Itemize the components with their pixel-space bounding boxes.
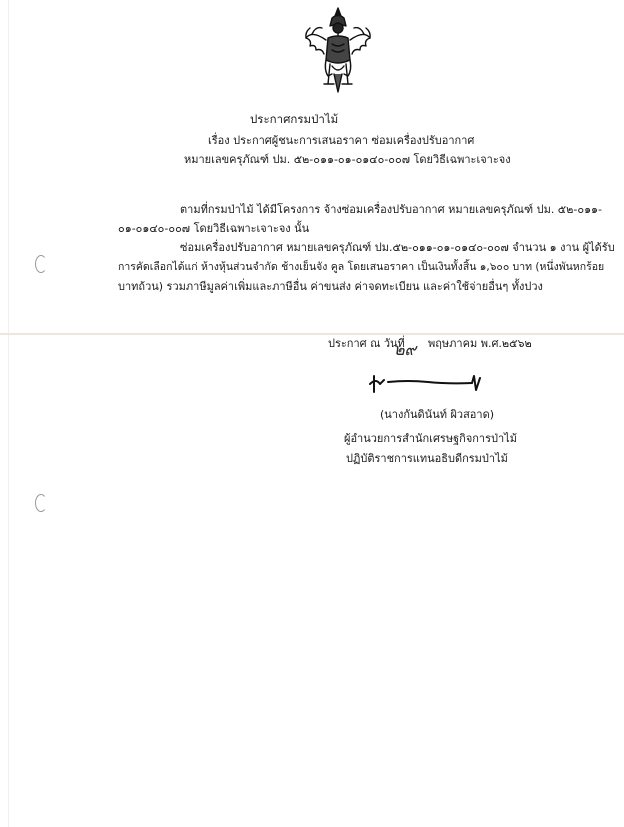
subject-line: เรื่อง ประกาศผู้ชนะการเสนอราคา ซ่อมเครื่องปรับอากาศ — [208, 134, 475, 147]
body-paragraph-2-line-3: บาทถ้วน) รวมภาษีมูลค่าเพิ่มและภาษีอื่น ค่าขนส่ง ค่าจดทะเบียน และค่าใช้จ่ายอื่นๆ ทั้งปวง — [118, 280, 543, 293]
handwritten-signature — [368, 372, 488, 396]
scan-edge — [8, 0, 9, 827]
signatory-position-line-1: ผู้อำนวยการสำนักเศรษฐกิจการป่าไม้ — [344, 432, 517, 445]
agency-title: ประกาศกรมป่าไม้ — [250, 112, 339, 126]
body-paragraph-1-line-1: ตามที่กรมป่าไม้ ได้มีโครงการ จ้างซ่อมเครื่องปรับอากาศ หมายเลขครุภัณฑ์ ปม. ๕๒-๐๑๑- — [180, 203, 603, 216]
date-month-year: พฤษภาคม พ.ศ.๒๕๖๒ — [428, 337, 532, 350]
date-prefix: ประกาศ ณ วันที่ — [328, 337, 405, 350]
scan-fold-line — [0, 333, 624, 335]
asset-number-line: หมายเลขครุภัณฑ์ ปม. ๕๒-๐๑๑-๐๑-๐๑๔๐-๐๐๗ โดยวิธีเฉพาะเจาะจง — [184, 153, 511, 166]
body-paragraph-1-line-2: ๐๑-๐๑๔๐-๐๐๗ โดยวิธีเฉพาะเจาะจง นั้น — [118, 222, 310, 235]
date-day: ๒๙ — [394, 340, 417, 359]
punch-hole-mark — [35, 255, 47, 273]
body-paragraph-2-line-1: ซ่อมเครื่องปรับอากาศ หมายเลขครุภัณฑ์ ปม.๕๒-๐๑๑-๐๑-๐๑๔๐-๐๐๗ จำนวน ๑ งาน ผู้ได้รับ — [180, 241, 615, 254]
signatory-name: (นางกันดินันท์ ผิวสอาด) — [380, 408, 495, 421]
garuda-emblem-icon — [302, 4, 374, 96]
signatory-position-line-2: ปฏิบัติราชการแทนอธิบดีกรมป่าไม้ — [346, 452, 508, 465]
punch-hole-mark — [35, 494, 47, 512]
body-paragraph-2-line-2: การคัดเลือกได้แก่ ห้างหุ้นส่วนจำกัด ช้างเย็นจัง คูล โดยเสนอราคา เป็นเงินทั้งสิ้น ๑,๖๐๐ บาท (หนึ่งพันหกร้อย — [118, 261, 605, 273]
